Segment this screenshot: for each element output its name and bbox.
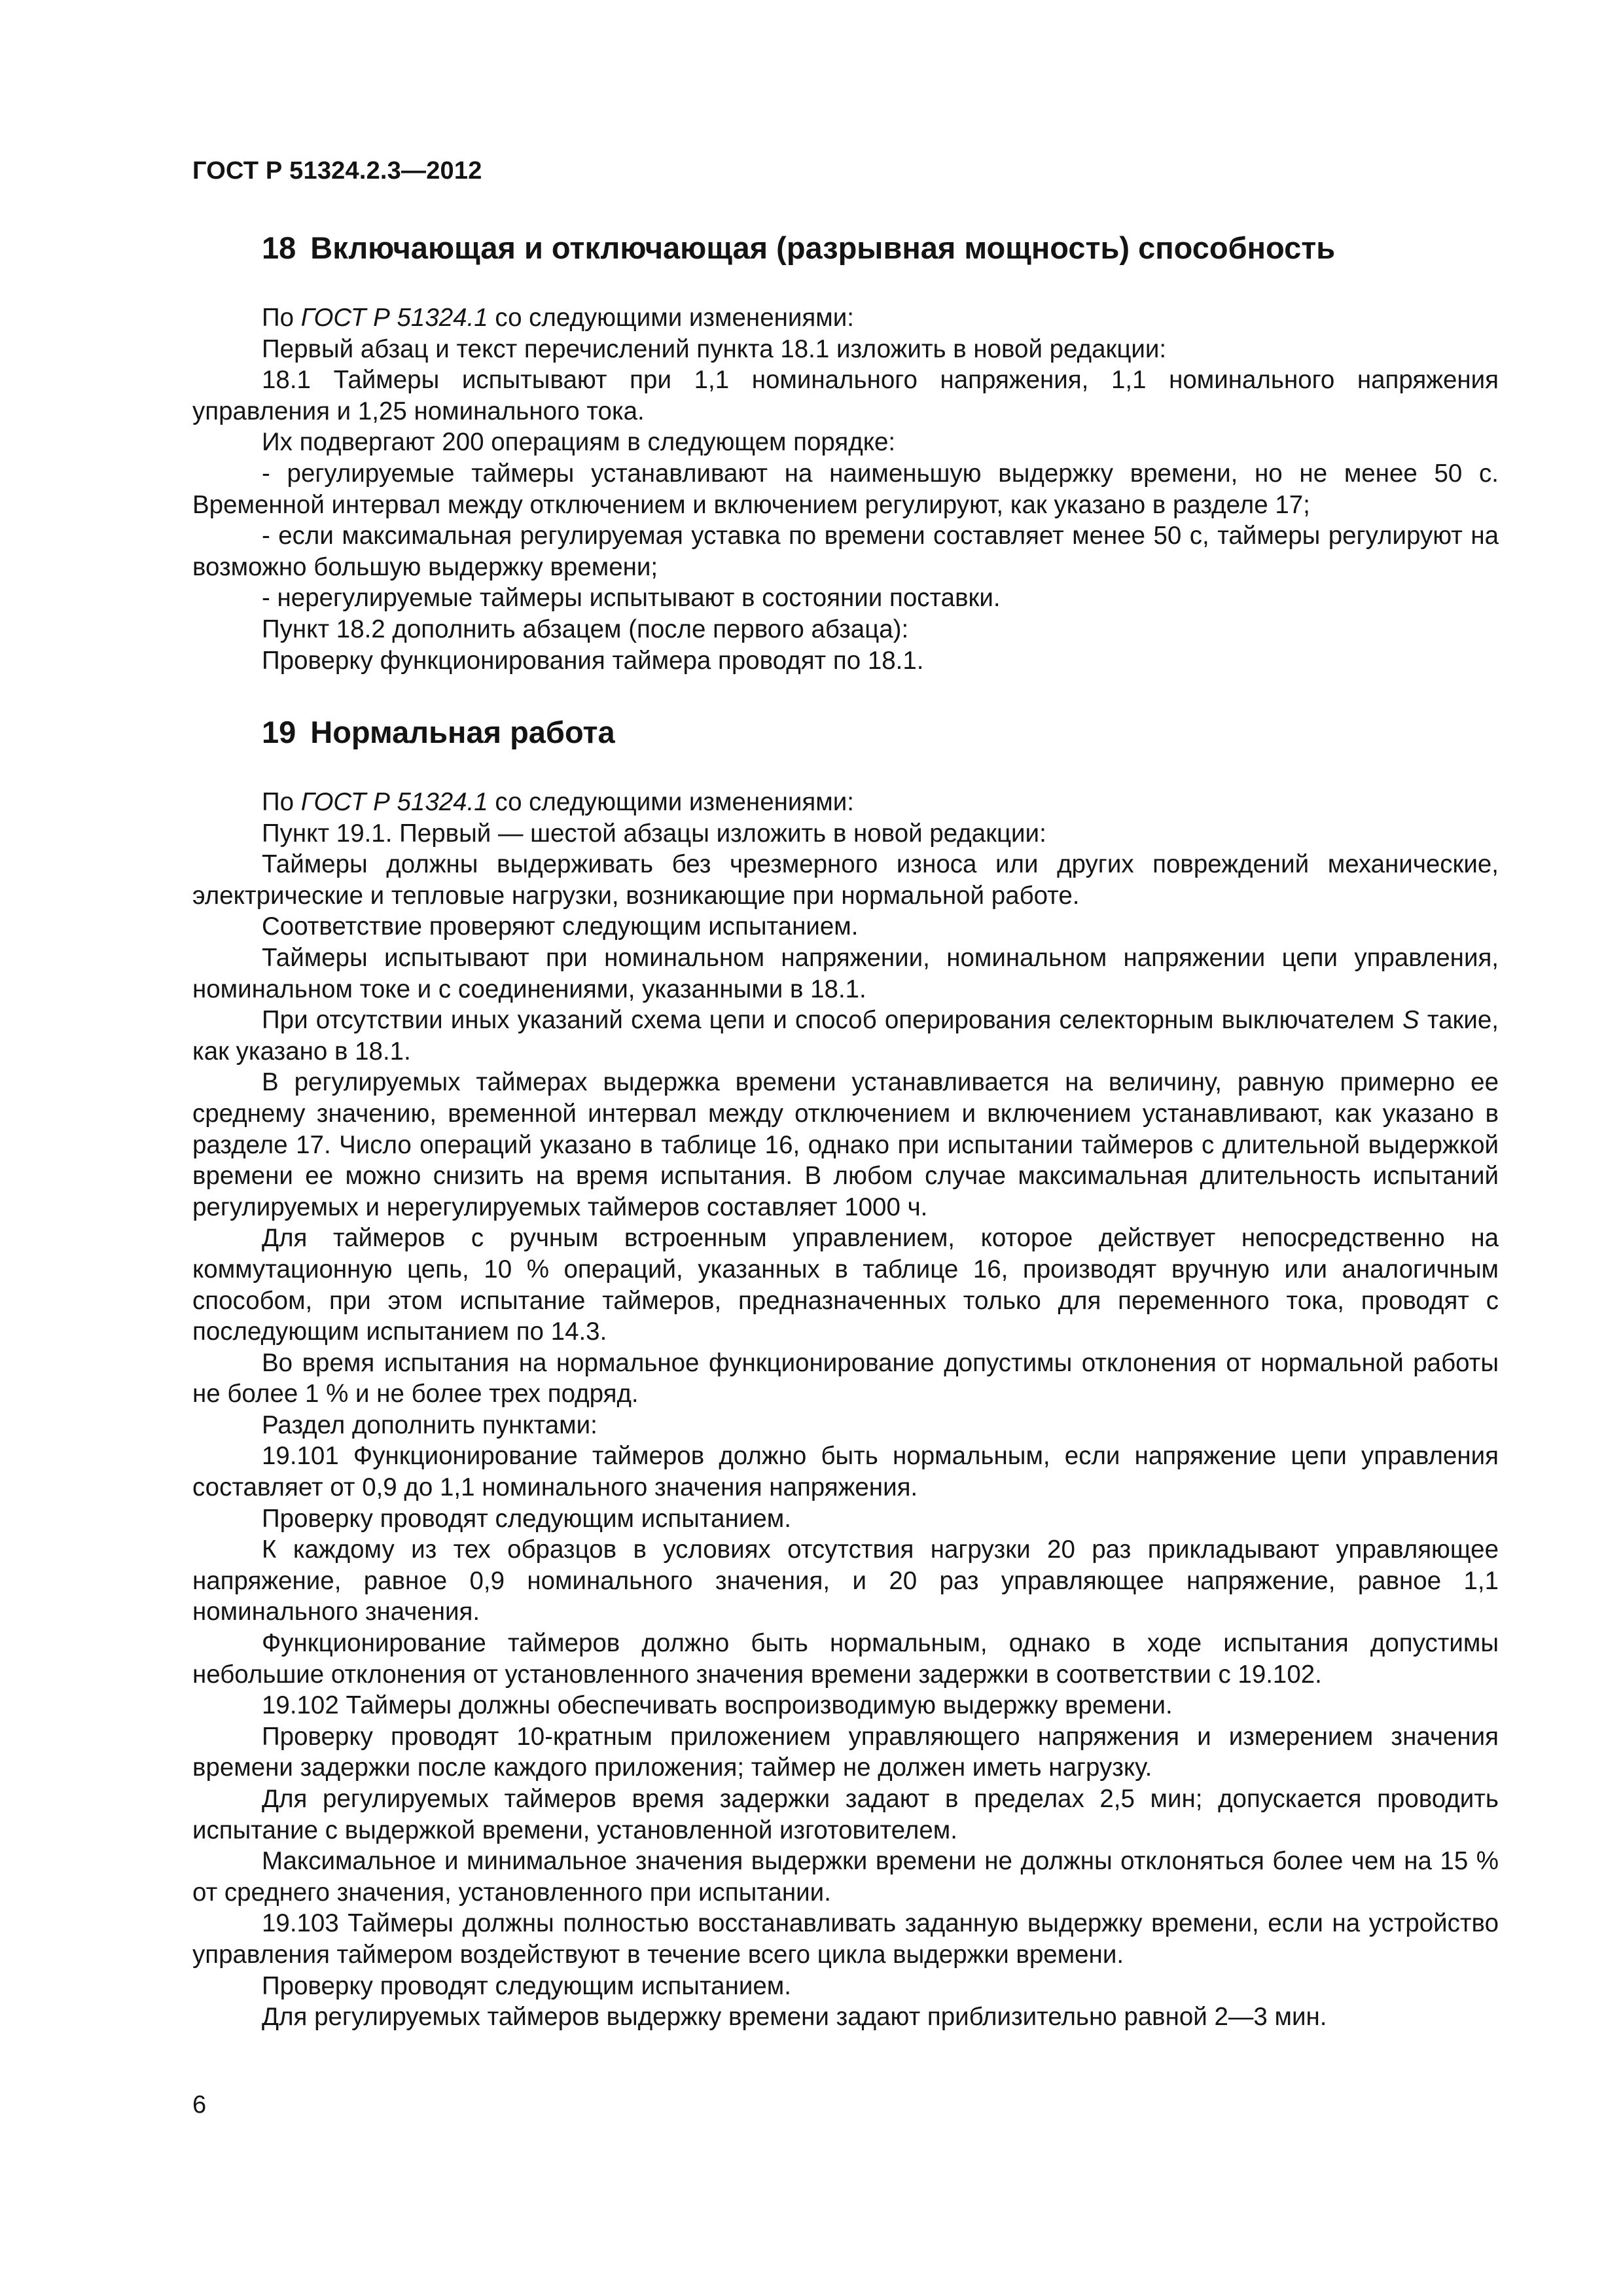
paragraph: Функционирование таймеров должно быть нормальным, однако в ходе испытания допустимы небольшие отклонения от установленного значения времени задержки в соответствии с 19.102. [192,1629,1499,1689]
paragraph: Проверку проводят следующим испытанием. [262,1504,791,1533]
paragraph: Таймеры испытывают при номинальном напряжении, номинальном напряжении цепи управления, номинальном токе и с соединениями, указанными в 18.1. [192,943,1499,1003]
list-item: - нерегулируемые таймеры испытывают в состоянии поставки. [262,584,1001,613]
text-span: со следующими изменениями: [488,788,854,816]
section-number: 19 [262,715,296,749]
text-span: По [262,788,301,816]
paragraph: Таймеры должны выдерживать без чрезмерного износа или других повреждений механические, электрические и тепловые нагрузки, возникающие при нормальной работе. [192,850,1499,910]
paragraph: Их подвергают 200 операциям в следующем порядке: [262,428,896,457]
paragraph [192,302,1499,334]
text-span: По [262,304,301,332]
clause-paragraph: 19.101 Функционирование таймеров должно быть нормальным, если напряжение цепи управления составляет от 0,9 до 1,1 номинального значения напряжения. [192,1442,1499,1502]
standard-reference: ГОСТ Р 51324.1 [300,788,488,816]
list-item: - регулируемые таймеры устанавливают на наименьшую выдержку времени, но не менее 50 с. Временной интервал между отключением и включением регулируют, как указано в разделе 17; [192,459,1499,519]
paragraph: Проверку функционирования таймера проводят по 18.1. [262,646,924,675]
paragraph: 18.1 Таймеры испытывают при 1,1 номинального напряжения, 1,1 номинального напряжения управления и 1,25 номинального тока. [192,366,1499,425]
section-heading [192,712,1499,753]
section-number: 18 [262,230,296,265]
standard-reference: ГОСТ Р 51324.1 [300,304,488,332]
paragraph: Для регулируемых таймеров выдержку времени задают приблизительно равной 2—3 мин. [262,2003,1327,2032]
section-heading [192,228,1499,268]
section-18 [192,228,1499,676]
text-span: При отсутствии иных указаний схема цепи и способ оперирования селекторным выключателем [262,1006,1403,1035]
paragraph: Соответствие проверяют следующим испытанием. [262,912,859,941]
paragraph: Раздел дополнить пунктами: [262,1410,597,1439]
paragraph: Для таймеров с ручным встроенным управлением, которое действует непосредственно на коммутационную цепь, 10 % операций, указанных в таблице 16, производят вручную или аналогичным способом, при этом испытание таймеров, предназначенных только для переменного тока, проводят с последующим испытанием по 14.3. [192,1224,1499,1346]
paragraph: Пункт 19.1. Первый — шестой абзацы изложить в новой редакции: [262,819,1046,848]
clause-paragraph: 19.103 Таймеры должны полностью восстанавливать заданную выдержку времени, если на устройство управления таймером воздействуют в течение всего цикла выдержки времени. [192,1909,1499,1969]
text-span: такие, как указано в 18.1. [192,1006,1499,1066]
paragraph: Проверку проводят 10-кратным приложением управляющего напряжения и измерением значения времени задержки после каждого приложения; таймер не должен иметь нагрузку. [192,1722,1499,1782]
paragraph: Первый абзац и текст перечислений пункта 18.1 изложить в новой редакции: [262,334,1167,363]
document-header: ГОСТ Р 51324.2.3—2012 [192,157,482,185]
section-19 [192,712,1499,2033]
text-span: со следующими изменениями: [488,304,854,332]
paragraph: Пункт 18.2 дополнить абзацем (после первого абзаца): [262,615,909,643]
paragraph: В регулируемых таймерах выдержка времени устанавливается на величину, равную примерно ее среднему значению, временной интервал между отключением и включением устанавливают, как указано в разделе 17. Число операций указано в таблице 16, однако при испытании таймеров с длительной выдержкой времени ее можно снизить на время испытания. В любом случае максимальная длительность испытаний регулируемых и нерегулируемых таймеров составляет 1000 ч. [192,1068,1499,1221]
paragraph: Проверку проводят следующим испытанием. [262,1971,791,2000]
paragraph [192,787,1499,818]
section-title: Включающая и отключающая (разрывная мощность) способность [310,230,1336,265]
paragraph: К каждому из тех образцов в условиях отсутствия нагрузки 20 раз прикладывают управляющее напряжение, равное 0,9 номинального значения, и 20 раз управляющее напряжение, равное 1,1 номинального значения. [192,1535,1499,1626]
paragraph: Во время испытания на нормальное функционирование допустимы отклонения от нормальной работы не более 1 % и не более трех подряд. [192,1348,1499,1408]
paragraph: Для регулируемых таймеров время задержки задают в пределах 2,5 мин; допускается проводить испытание с выдержкой времени, установленной изготовителем. [192,1785,1499,1844]
clause-paragraph: 19.102 Таймеры должны обеспечивать воспроизводимую выдержку времени. [262,1691,1173,1720]
paragraph [192,1005,1499,1067]
section-title: Нормальная работа [310,715,615,749]
page-number: 6 [192,2091,207,2119]
list-item: - если максимальная регулируемая уставка по времени составляет менее 50 с, таймеры регулируют на возможно большую выдержку времени; [192,522,1499,581]
paragraph: Максимальное и минимальное значения выдержки времени не должны отклоняться более чем на 15 % от среднего значения, установленного при испытании. [192,1847,1499,1907]
variable-symbol: S [1402,1006,1419,1035]
